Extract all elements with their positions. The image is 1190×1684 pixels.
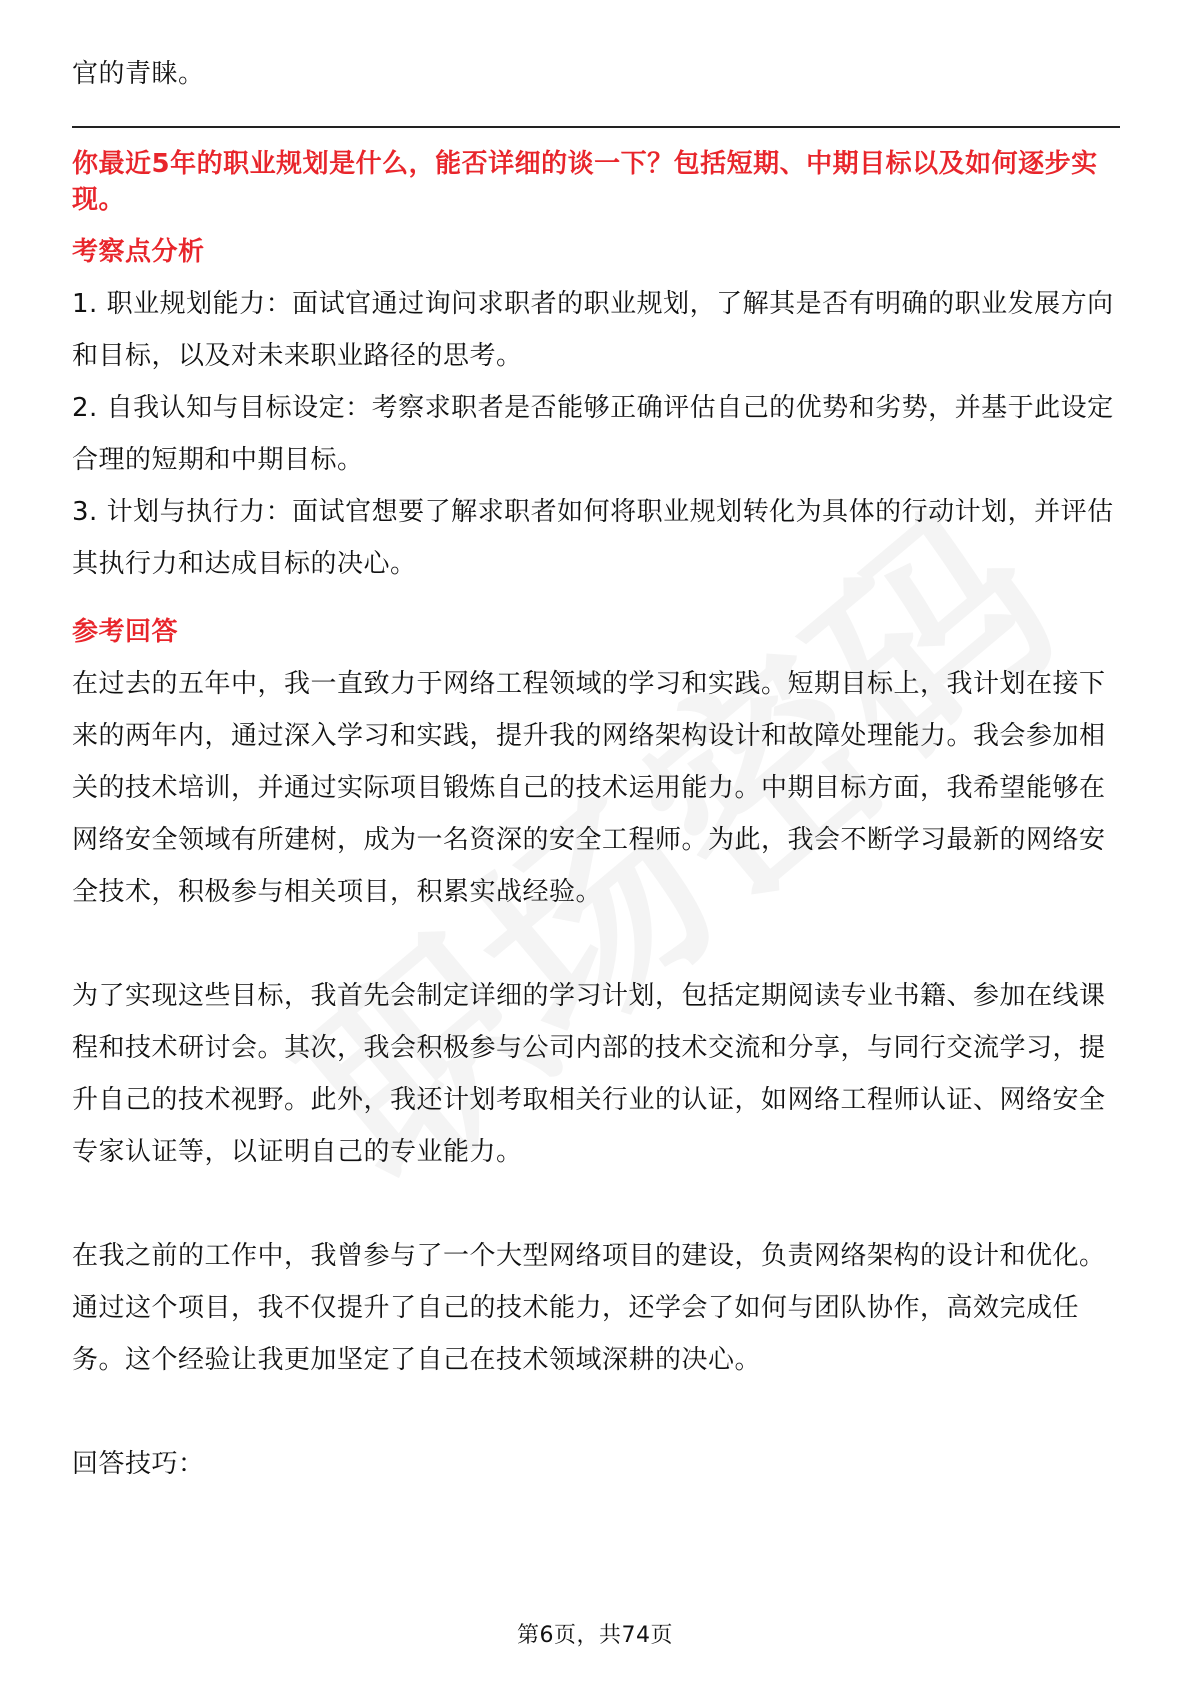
section-divider: [72, 126, 1120, 128]
analysis-item: 3. 计划与执行力：面试官想要了解求职者如何将职业规划转化为具体的行动计划，并评估其执行力和达成目标的决心。: [72, 497, 1114, 579]
page-number: 第6页，共74页: [517, 1623, 673, 1648]
analysis-item: 2. 自我认知与目标设定：考察求职者是否能够正确评估自己的优势和劣势，并基于此设定合理的短期和中期目标。: [72, 393, 1114, 475]
page-content: [72, 48, 1120, 1490]
answer-paragraph: 在我之前的工作中，我曾参与了一个大型网络项目的建设，负责网络架构的设计和优化。通过这个项目，我不仅提升了自己的技术能力，还学会了如何与团队协作，高效完成任务。这个经验让我更加坚定了自己在技术领域深耕的决心。: [72, 1241, 1106, 1375]
answer-tips-label: 回答技巧：: [72, 1449, 205, 1479]
analysis-item: 1. 职业规划能力：面试官通过询问求职者的职业规划，了解其是否有明确的职业发展方向和目标，以及对未来职业路径的思考。: [72, 289, 1114, 371]
answer-paragraph: 为了实现这些目标，我首先会制定详细的学习计划，包括定期阅读专业书籍、参加在线课程和技术研讨会。其次，我会积极参与公司内部的技术交流和分享，与同行交流学习，提升自己的技术视野。此外，我还计划考取相关行业的认证，如网络工程师认证、网络安全专家认证等，以证明自己的专业能力。: [72, 981, 1106, 1167]
analysis-title: 考察点分析: [72, 237, 205, 267]
answer-title: 参考回答: [72, 617, 179, 647]
previous-answer-tail: 官的青睐。: [72, 59, 205, 89]
answer-paragraph: 在过去的五年中，我一直致力于网络工程领域的学习和实践。短期目标上，我计划在接下来的两年内，通过深入学习和实践，提升我的网络架构设计和故障处理能力。我会参加相关的技术培训，并通过实际项目锻炼自己的技术运用能力。中期目标方面，我希望能够在网络安全领域有所建树，成为一名资深的安全工程师。为此，我会不断学习最新的网络安全技术，积极参与相关项目，积累实战经验。: [72, 669, 1106, 907]
question-heading: 你最近5年的职业规划是什么，能否详细的谈一下？包括短期、中期目标以及如何逐步实现。: [72, 149, 1098, 215]
analysis-list: [72, 278, 1120, 590]
